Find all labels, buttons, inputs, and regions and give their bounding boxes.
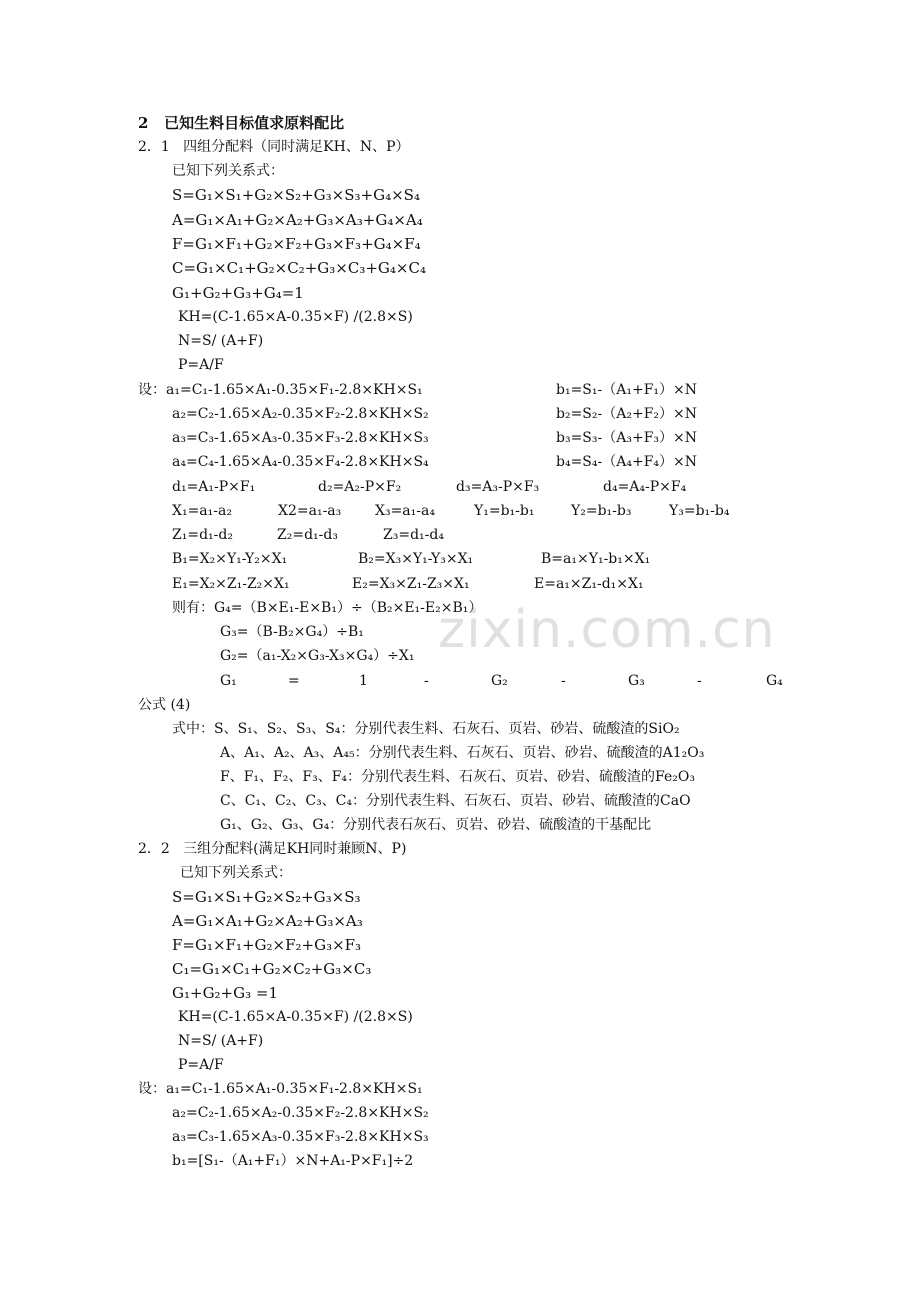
equation-f: F=G₁×F₁+G₂×F₂+G₃×F₃ [172, 936, 362, 954]
equation-c: C=G₁×C₁+G₂×C₂+G₃×C₃+G₄×C₄ [172, 259, 426, 277]
result-g1-part: G₂ [491, 673, 508, 689]
note-al2o3: A、A₁、A₂、A₃、A₄₅：分别代表生料、石灰石、页岩、砂岩、硫酸渣的A1₂O₃ [220, 745, 705, 761]
note-fe2o3: F、F₁、F₂、F₃、F₄：分别代表生料、石灰石、页岩、砂岩、硫酸渣的Fe₂O₃ [220, 769, 695, 785]
section-heading: 2 已知生料目标值求原料配比 [138, 114, 345, 132]
definition-y3: Y₃=b₁-b₄ [669, 503, 730, 519]
definition-b3: b₃=S₃-（A₃+F₃）×N [556, 430, 697, 446]
definition-a2: a₂=C₂-1.65×A₂-0.35×F₂-2.8×KH×S₂ [172, 1105, 429, 1121]
equation-s: S=G₁×S₁+G₂×S₂+G₃×S₃+G₄×S₄ [172, 186, 420, 204]
result-g1-part: = [288, 673, 300, 689]
equation-f: F=G₁×F₁+G₂×F₂+G₃×F₃+G₄×F₄ [172, 235, 421, 253]
result-g3: G₃=（B-B₂×G₄）÷B₁ [220, 624, 364, 640]
definition-z2: Z₂=d₁-d₃ [277, 527, 338, 543]
definition-b1: b₁=[S₁-（A₁+F₁）×N+A₁-P×F₁]÷2 [172, 1153, 414, 1169]
note-ratio: G₁、G₂、G₃、G₄：分别代表石灰石、页岩、砂岩、硫酸渣的干基配比 [220, 817, 652, 833]
definition-e2: E₂=X₃×Z₁-Z₃×X₁ [352, 576, 470, 592]
definition-z1: Z₁=d₁-d₂ [172, 527, 233, 543]
equation-a: A=G₁×A₁+G₂×A₂+G₃×A₃+G₄×A₄ [172, 211, 423, 229]
note-cao: C、C₁、C₂、C₃、C₄：分别代表生料、石灰石、页岩、砂岩、硫酸渣的CaO [220, 793, 691, 809]
result-g1-part: - [561, 673, 566, 689]
definition-a3: a₃=C₃-1.65×A₃-0.35×F₃-2.8×KH×S₃ [172, 430, 429, 446]
definition-d4: d₄=A₄-P×F₄ [603, 479, 687, 495]
equation-p: P=A/F [178, 357, 224, 373]
equation-n: N=S/ (A+F) [178, 1033, 264, 1049]
definition-z3: Z₃=d₁-d₄ [383, 527, 444, 543]
result-g1-part: - [424, 673, 429, 689]
watermark: zixin.com.cn [438, 600, 776, 660]
definition-a1: 设：a₁=C₁-1.65×A₁-0.35×F₁-2.8×KH×S₁ [138, 1081, 423, 1097]
result-g1-part: G₃ [628, 673, 645, 689]
equation-g-sum: G₁+G₂+G₃+G₄=1 [172, 284, 304, 302]
intro-line: 已知下列关系式： [180, 865, 292, 881]
definition-x2: X2=a₁-a₃ [278, 503, 342, 519]
result-g1-part: - [697, 673, 702, 689]
definition-x3: X₃=a₁-a₄ [375, 503, 435, 519]
definition-a2: a₂=C₂-1.65×A₂-0.35×F₂-2.8×KH×S₂ [172, 406, 429, 422]
definition-x1: X₁=a₁-a₂ [172, 503, 232, 519]
result-g1-part: 1 [359, 673, 368, 689]
definition-b: B=a₁×Y₁-b₁×X₁ [541, 551, 651, 567]
definition-a4: a₄=C₄-1.65×A₄-0.35×F₄-2.8×KH×S₄ [172, 454, 429, 470]
subsection-title-2-1: 2．1 四组分配料（同时满足KH、N、P） [138, 139, 410, 155]
subsection-title-2-2: 2．2 三组分配料(满足KH同时兼顾N、P) [138, 841, 407, 857]
result-g4: 则有：G₄=（B×E₁-E×B₁）÷（B₂×E₁-E₂×B₁） [172, 600, 483, 616]
definition-a1: 设：a₁=C₁-1.65×A₁-0.35×F₁-2.8×KH×S₁ [138, 382, 423, 398]
equation-s: S=G₁×S₁+G₂×S₂+G₃×S₃ [172, 888, 361, 906]
formula-reference: 公式 (4) [138, 697, 191, 713]
result-g1-part: G₁ [220, 673, 237, 689]
equation-n: N=S/ (A+F) [178, 333, 264, 349]
definition-d3: d₃=A₃-P×F₃ [456, 479, 540, 495]
equation-kh: KH=(C-1.65×A-0.35×F) /(2.8×S) [178, 309, 413, 325]
definition-d2: d₂=A₂-P×F₂ [318, 479, 402, 495]
result-g1-part: G₄ [766, 673, 783, 689]
definition-b2-upper: B₂=X₃×Y₁-Y₃×X₁ [358, 551, 474, 567]
equation-p: P=A/F [178, 1057, 224, 1073]
result-g2: G₂=（a₁-X₂×G₃-X₃×G₄）÷X₁ [220, 648, 415, 664]
definition-e1: E₁=X₂×Z₁-Z₂×X₁ [172, 576, 290, 592]
definition-b4: b₄=S₄-（A₄+F₄）×N [556, 454, 697, 470]
definition-d1: d₁=A₁-P×F₁ [172, 479, 256, 495]
intro-line: 已知下列关系式： [172, 163, 284, 179]
definition-a3: a₃=C₃-1.65×A₃-0.35×F₃-2.8×KH×S₃ [172, 1129, 429, 1145]
equation-a: A=G₁×A₁+G₂×A₂+G₃×A₃ [172, 912, 363, 930]
definition-b1-upper: B₁=X₂×Y₁-Y₂×X₁ [172, 551, 288, 567]
definition-b2: b₂=S₂-（A₂+F₂）×N [556, 406, 697, 422]
equation-c: C₁=G₁×C₁+G₂×C₂+G₃×C₃ [172, 960, 372, 978]
equation-kh: KH=(C-1.65×A-0.35×F) /(2.8×S) [178, 1009, 413, 1025]
definition-b1: b₁=S₁-（A₁+F₁）×N [556, 382, 697, 398]
note-sio2: 式中：S、S₁、S₂、S₃、S₄：分别代表生料、石灰石、页岩、砂岩、硫酸渣的SiO₂ [172, 721, 680, 737]
equation-g-sum: G₁+G₂+G₃ =1 [172, 984, 279, 1002]
definition-y1: Y₁=b₁-b₁ [474, 503, 535, 519]
definition-e: E=a₁×Z₁-d₁×X₁ [534, 576, 644, 592]
definition-y2: Y₂=b₁-b₃ [571, 503, 632, 519]
